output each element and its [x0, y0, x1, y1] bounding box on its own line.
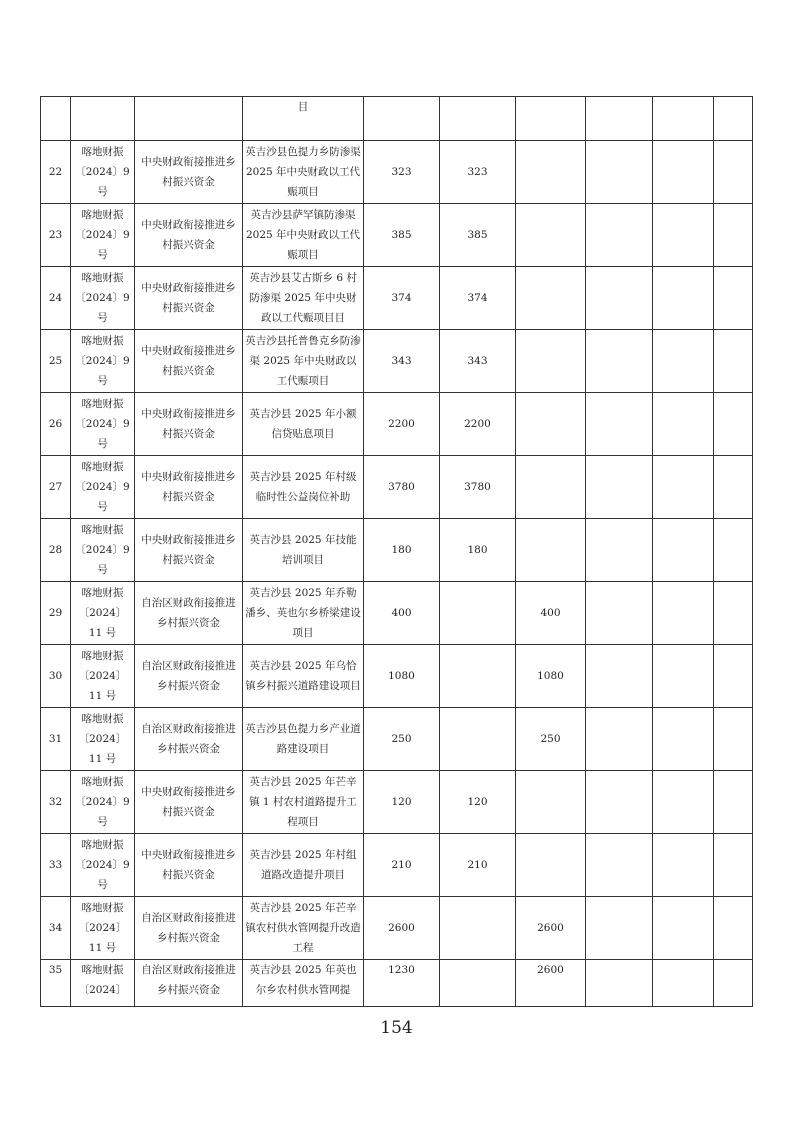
cell-empty-3 — [714, 771, 753, 834]
cell-region: 2600 — [516, 960, 586, 1007]
cell-no: 29 — [41, 582, 71, 645]
cell-total: 2600 — [364, 897, 440, 960]
cell-empty-1 — [586, 960, 653, 1007]
cell-total: 1230 — [364, 960, 440, 1007]
cell-empty-2 — [653, 582, 714, 645]
cell-region — [516, 834, 586, 897]
cell-no: 26 — [41, 393, 71, 456]
cell-no: 34 — [41, 897, 71, 960]
cell-total: 374 — [364, 267, 440, 330]
table-row — [41, 960, 753, 1007]
cell-document: 喀地财振〔2024〕9号 — [71, 141, 135, 204]
cell-empty-1 — [586, 330, 653, 393]
cell-empty-1 — [586, 393, 653, 456]
cell-fund-source: 自治区财政衔接推进乡村振兴资金 — [135, 582, 243, 645]
cell-empty-1 — [586, 456, 653, 519]
cell-total: 323 — [364, 141, 440, 204]
cell-empty-2 — [653, 645, 714, 708]
cell-central — [440, 897, 516, 960]
cell-empty-2 — [653, 834, 714, 897]
cell-total: 250 — [364, 708, 440, 771]
cell-no: 22 — [41, 141, 71, 204]
cell-central — [440, 645, 516, 708]
cell-central — [440, 960, 516, 1007]
cell-project: 英吉沙县 2025 年小额信贷贴息项目 — [243, 393, 364, 456]
funds-allocation-table — [40, 96, 753, 1007]
cell-central: 120 — [440, 771, 516, 834]
cell-empty-2 — [653, 141, 714, 204]
cell-region — [516, 204, 586, 267]
cell-region — [516, 771, 586, 834]
cell-empty-3 — [714, 204, 753, 267]
cell-no — [41, 97, 71, 141]
cell-central: 374 — [440, 267, 516, 330]
cell-project: 英吉沙县萨罕镇防渗渠 2025 年中央财政以工代赈项目 — [243, 204, 364, 267]
cell-total: 2200 — [364, 393, 440, 456]
page-number: 154 — [380, 1018, 413, 1038]
cell-central: 323 — [440, 141, 516, 204]
cell-empty-2 — [653, 204, 714, 267]
cell-empty-2 — [653, 330, 714, 393]
table-row — [41, 582, 753, 645]
cell-project: 英吉沙县 2025 年乔勒潘乡、英也尔乡桥梁建设项目 — [243, 582, 364, 645]
cell-total: 343 — [364, 330, 440, 393]
cell-fund-source: 中央财政衔接推进乡村振兴资金 — [135, 141, 243, 204]
cell-document: 喀地财振〔2024〕9号 — [71, 267, 135, 330]
cell-no: 30 — [41, 645, 71, 708]
cell-empty-1 — [586, 897, 653, 960]
cell-central: 385 — [440, 204, 516, 267]
cell-empty-2 — [653, 897, 714, 960]
cell-fund-source: 中央财政衔接推进乡村振兴资金 — [135, 267, 243, 330]
cell-region: 400 — [516, 582, 586, 645]
cell-empty-3 — [714, 519, 753, 582]
cell-central: 3780 — [440, 456, 516, 519]
cell-region — [516, 393, 586, 456]
cell-project: 英吉沙县艾古斯乡 6 村防渗渠 2025 年中央财政以工代赈项目目 — [243, 267, 364, 330]
cell-empty-2 — [653, 519, 714, 582]
cell-empty-2 — [653, 267, 714, 330]
table-row — [41, 141, 753, 204]
cell-empty-1 — [586, 834, 653, 897]
cell-fund-source: 中央财政衔接推进乡村振兴资金 — [135, 204, 243, 267]
cell-no: 25 — [41, 330, 71, 393]
cell-no: 33 — [41, 834, 71, 897]
cell-project-tail: 目 — [243, 97, 364, 141]
cell-no: 23 — [41, 204, 71, 267]
cell-total: 3780 — [364, 456, 440, 519]
cell-region: 250 — [516, 708, 586, 771]
cell-empty-3 — [714, 393, 753, 456]
cell-central: 2200 — [440, 393, 516, 456]
cell-central — [440, 582, 516, 645]
cell-central: 343 — [440, 330, 516, 393]
cell-document: 喀地财振〔2024〕9号 — [71, 393, 135, 456]
cell-document: 喀地财振〔2024〕11 号 — [71, 582, 135, 645]
cell-empty-1 — [586, 97, 653, 141]
cell-central — [440, 708, 516, 771]
cell-region: 1080 — [516, 645, 586, 708]
cell-no: 31 — [41, 708, 71, 771]
cell-empty-1 — [586, 645, 653, 708]
cell-document: 喀地财振〔2024〕9号 — [71, 771, 135, 834]
cell-document: 喀地财振〔2024〕11 号 — [71, 897, 135, 960]
table-row — [41, 456, 753, 519]
cell-empty-3 — [714, 141, 753, 204]
cell-document — [71, 97, 135, 141]
cell-empty-3 — [714, 582, 753, 645]
cell-fund-source: 中央财政衔接推进乡村振兴资金 — [135, 519, 243, 582]
cell-region: 2600 — [516, 897, 586, 960]
cell-empty-3 — [714, 645, 753, 708]
cell-empty-2 — [653, 456, 714, 519]
cell-total: 400 — [364, 582, 440, 645]
table-row — [41, 834, 753, 897]
cell-empty-3 — [714, 708, 753, 771]
cell-empty-1 — [586, 771, 653, 834]
cell-fund-source: 自治区财政衔接推进乡村振兴资金 — [135, 960, 243, 1007]
cell-document: 喀地财振〔2024〕 — [71, 960, 135, 1007]
cell-fund-source: 中央财政衔接推进乡村振兴资金 — [135, 834, 243, 897]
table-row — [41, 204, 753, 267]
cell-no: 27 — [41, 456, 71, 519]
cell-fund-source: 中央财政衔接推进乡村振兴资金 — [135, 456, 243, 519]
cell-empty-1 — [586, 708, 653, 771]
cell-no: 35 — [41, 960, 71, 1007]
cell-empty-3 — [714, 960, 753, 1007]
cell-central: 180 — [440, 519, 516, 582]
cell-empty-3 — [714, 97, 753, 141]
cell-empty-2 — [653, 960, 714, 1007]
cell-empty-1 — [586, 204, 653, 267]
table-row — [41, 645, 753, 708]
cell-project: 英吉沙县 2025 年芒辛镇农村供水管网提升改造工程 — [243, 897, 364, 960]
cell-document: 喀地财振〔2024〕9号 — [71, 834, 135, 897]
cell-document: 喀地财振〔2024〕9号 — [71, 204, 135, 267]
cell-empty-3 — [714, 267, 753, 330]
cell-central — [440, 97, 516, 141]
cell-total: 180 — [364, 519, 440, 582]
cell-no: 28 — [41, 519, 71, 582]
cell-empty-2 — [653, 97, 714, 141]
cell-document: 喀地财振〔2024〕9号 — [71, 456, 135, 519]
cell-project: 英吉沙县 2025 年芒辛镇 1 村农村道路提升工程项目 — [243, 771, 364, 834]
cell-document: 喀地财振〔2024〕11 号 — [71, 708, 135, 771]
cell-fund-source — [135, 97, 243, 141]
table-row — [41, 708, 753, 771]
table-row — [41, 330, 753, 393]
cell-project: 英吉沙县 2025 年乌恰镇乡村振兴道路建设项目 — [243, 645, 364, 708]
table-row — [41, 897, 753, 960]
cell-central: 210 — [440, 834, 516, 897]
cell-project: 英吉沙县 2025 年村组道路改造提升项目 — [243, 834, 364, 897]
cell-fund-source: 自治区财政衔接推进乡村振兴资金 — [135, 708, 243, 771]
cell-no: 32 — [41, 771, 71, 834]
cell-total — [364, 97, 440, 141]
cell-empty-3 — [714, 456, 753, 519]
cell-empty-2 — [653, 708, 714, 771]
cell-region — [516, 97, 586, 141]
table-row — [41, 393, 753, 456]
cell-fund-source: 中央财政衔接推进乡村振兴资金 — [135, 771, 243, 834]
table-row — [41, 519, 753, 582]
cell-project: 英吉沙县色提力乡产业道路建设项目 — [243, 708, 364, 771]
cell-project: 英吉沙县 2025 年技能培训项目 — [243, 519, 364, 582]
cell-empty-1 — [586, 141, 653, 204]
cell-project: 英吉沙县 2025 年英也尔乡农村供水管网提 — [243, 960, 364, 1007]
cell-document: 喀地财振〔2024〕11 号 — [71, 645, 135, 708]
cell-total: 1080 — [364, 645, 440, 708]
cell-fund-source: 中央财政衔接推进乡村振兴资金 — [135, 330, 243, 393]
cell-empty-1 — [586, 267, 653, 330]
cell-document: 喀地财振〔2024〕9号 — [71, 519, 135, 582]
table-continuation-row — [41, 97, 753, 141]
cell-project: 英吉沙县色提力乡防渗渠 2025 年中央财政以工代赈项目 — [243, 141, 364, 204]
cell-fund-source: 自治区财政衔接推进乡村振兴资金 — [135, 897, 243, 960]
cell-empty-3 — [714, 897, 753, 960]
cell-region — [516, 330, 586, 393]
cell-project: 英吉沙县托普鲁克乡防渗渠 2025 年中央财政以工代赈项目 — [243, 330, 364, 393]
cell-region — [516, 519, 586, 582]
cell-project: 英吉沙县 2025 年村级临时性公益岗位补助 — [243, 456, 364, 519]
cell-empty-1 — [586, 519, 653, 582]
cell-region — [516, 456, 586, 519]
cell-empty-3 — [714, 330, 753, 393]
cell-total: 385 — [364, 204, 440, 267]
cell-empty-2 — [653, 393, 714, 456]
cell-region — [516, 141, 586, 204]
cell-empty-1 — [586, 582, 653, 645]
cell-document: 喀地财振〔2024〕9号 — [71, 330, 135, 393]
cell-total: 120 — [364, 771, 440, 834]
cell-empty-2 — [653, 771, 714, 834]
cell-fund-source: 中央财政衔接推进乡村振兴资金 — [135, 393, 243, 456]
cell-region — [516, 267, 586, 330]
table-row — [41, 771, 753, 834]
cell-no: 24 — [41, 267, 71, 330]
cell-total: 210 — [364, 834, 440, 897]
table-row — [41, 267, 753, 330]
cell-fund-source: 自治区财政衔接推进乡村振兴资金 — [135, 645, 243, 708]
cell-empty-3 — [714, 834, 753, 897]
